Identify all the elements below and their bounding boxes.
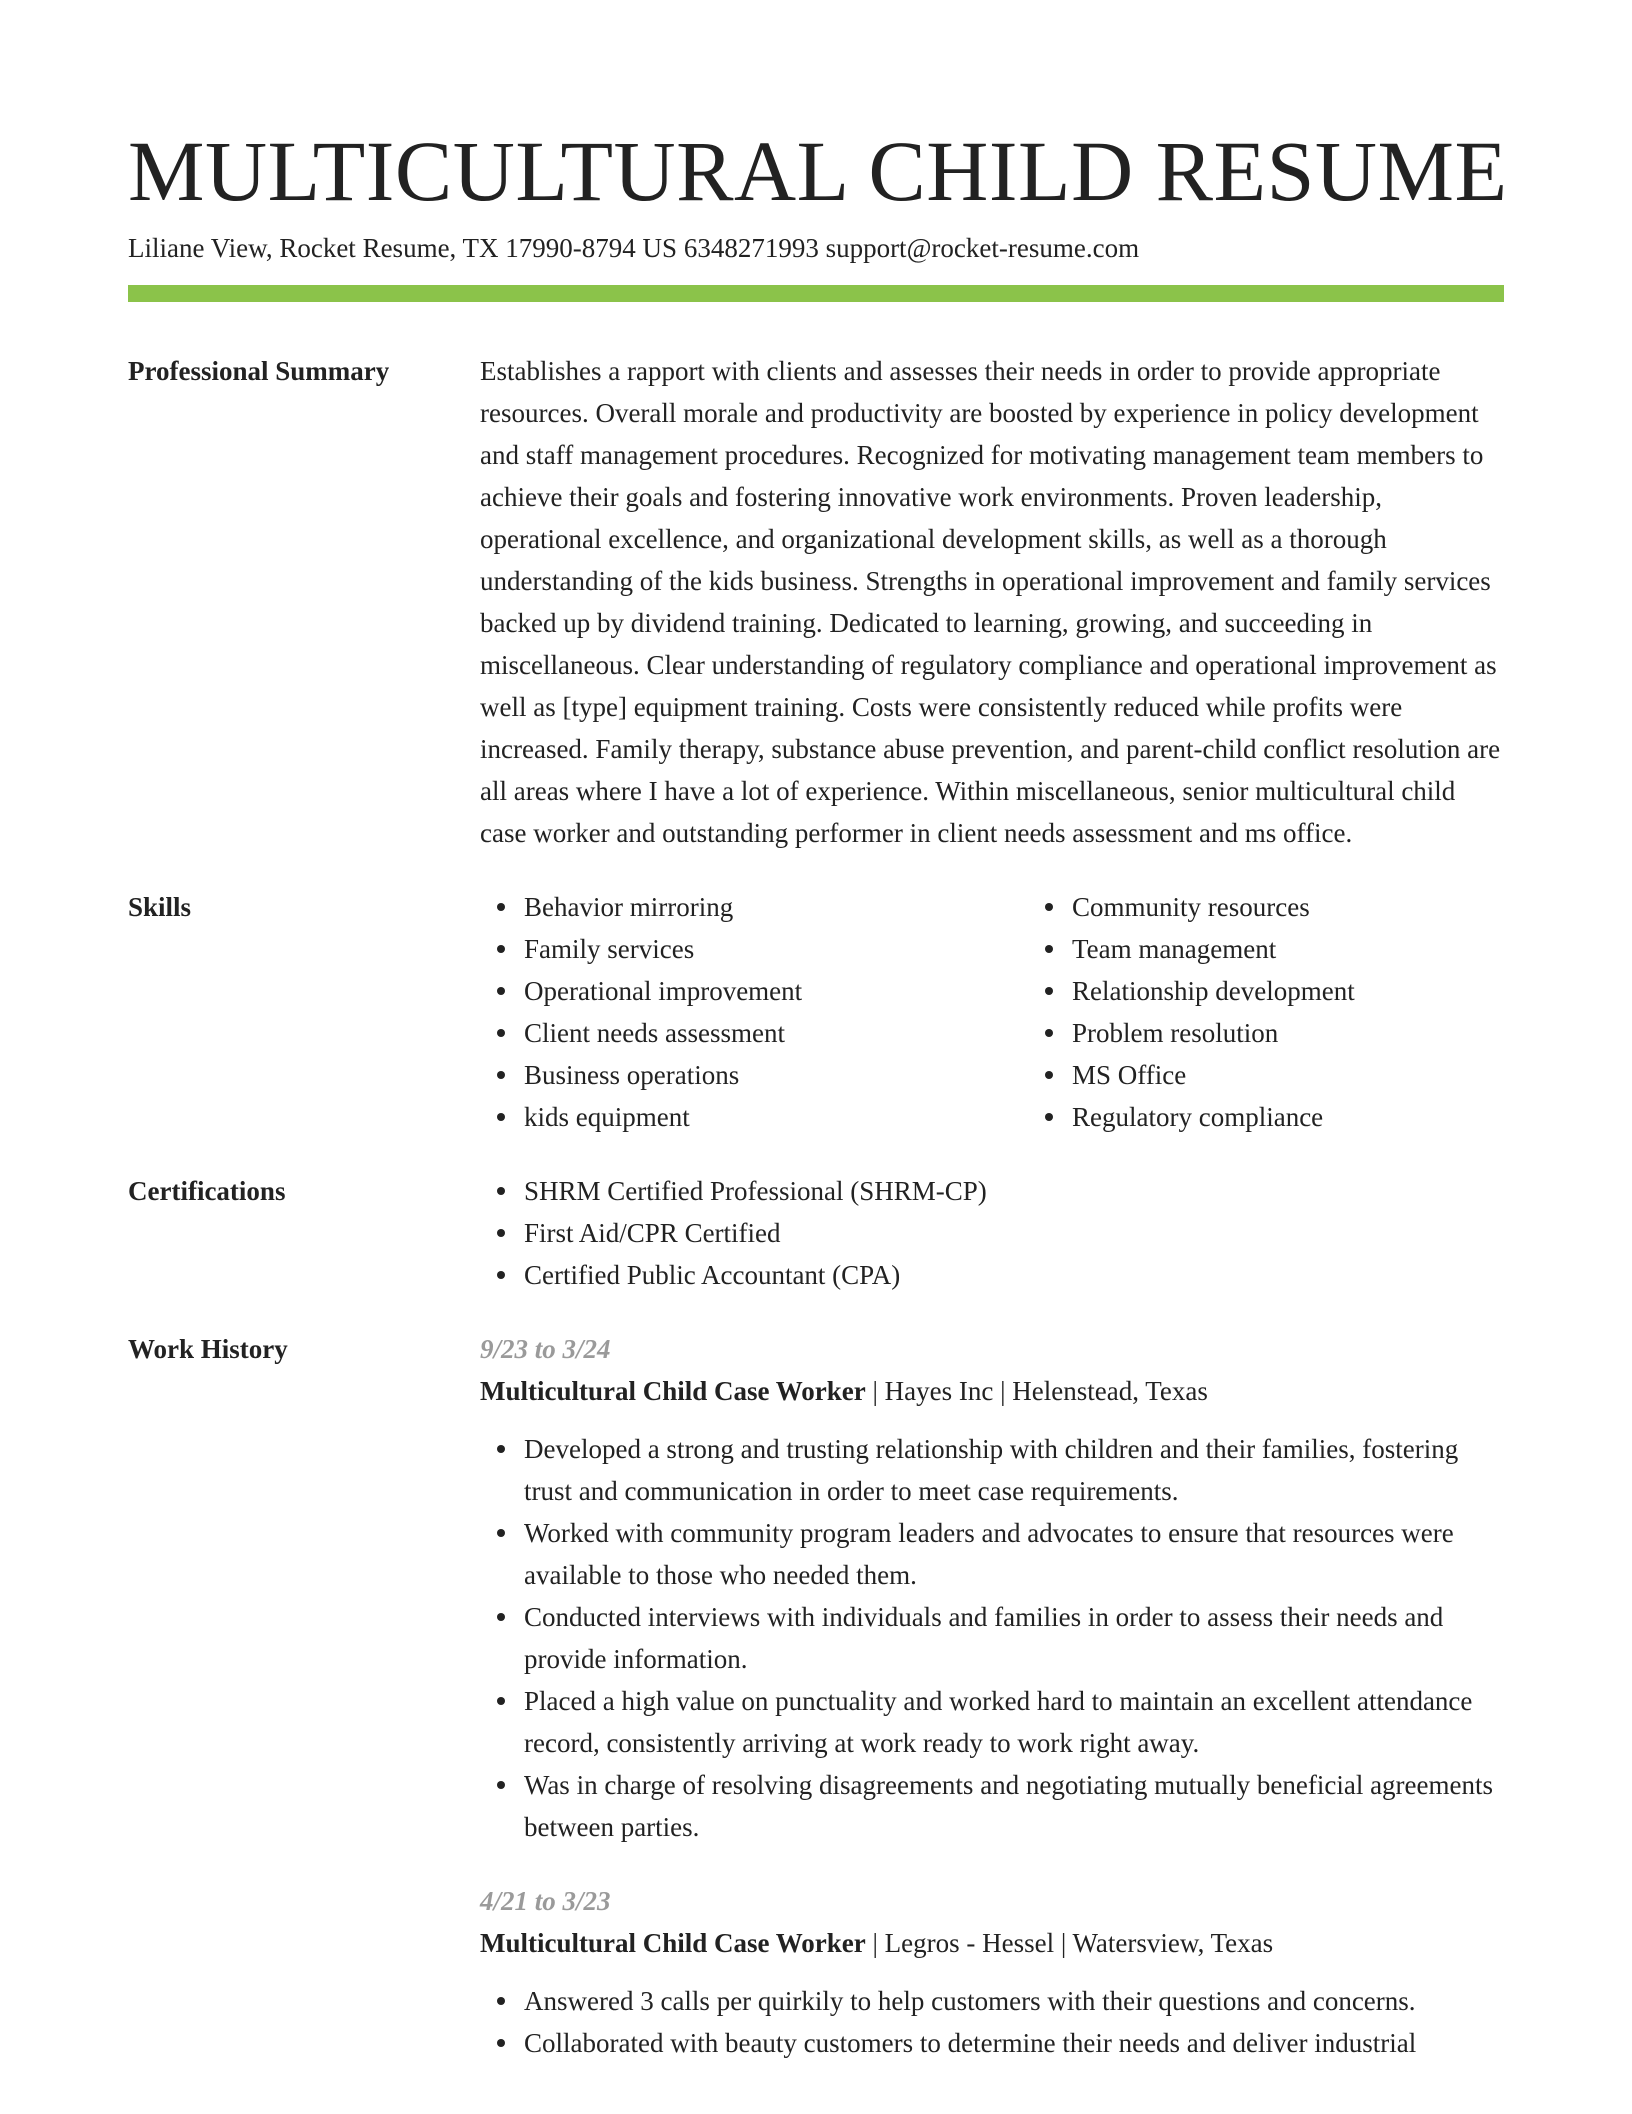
certification-item: First Aid/CPR Certified (524, 1212, 1504, 1254)
job-entry (480, 1328, 1504, 1848)
summary-text: Establishes a rapport with clients and assesses their needs in order to provide appropriate resources. Overall morale and productivity are boosted by experience in policy development and staff management procedures. Recognized for motivating management team members to achieve their goals and fostering innovative work environments. Proven leadership, operational excellence, and organizational development skills, as well as a thorough understanding of the kids business. Strengths in operational improvement and family services backed up by dividend training. Dedicated to learning, growing, and succeeding in miscellaneous. Clear understanding of regulatory compliance and operational improvement as well as [type] equipment training. Costs were consistently reduced while profits were increased. Family therapy, substance abuse prevention, and parent-child conflict resolution are all areas where I have a lot of experience. Within miscellaneous, senior multicultural child case worker and outstanding performer in client needs assessment and ms office. (480, 356, 1501, 848)
certifications-list (480, 1170, 1504, 1296)
job-dates: 9/23 to 3/24 (480, 1334, 611, 1364)
job-company: | Legros - Hessel (866, 1928, 1054, 1958)
skill-item: Relationship development (1072, 970, 1576, 1012)
contact-phone: 6348271993 (683, 233, 819, 263)
skill-item: Client needs assessment (524, 1012, 1028, 1054)
skill-item: Problem resolution (1072, 1012, 1576, 1054)
summary-heading: Professional Summary (128, 356, 390, 386)
skill-item: Team management (1072, 928, 1576, 970)
certifications-heading: Certifications (128, 1176, 286, 1206)
skills-list-right (1028, 886, 1576, 1138)
job-header (480, 1370, 1504, 1412)
skill-item: Business operations (524, 1054, 1028, 1096)
skills-list-left (480, 886, 1028, 1138)
job-duty: Was in charge of resolving disagreements and negotiating mutually beneficial agreements between parties. (524, 1764, 1504, 1848)
job-duty: Answered 3 calls per quirkily to help customers with their questions and concerns. (524, 1980, 1504, 2022)
skills-heading: Skills (128, 892, 192, 922)
job-dates: 4/21 to 3/23 (480, 1886, 611, 1916)
skill-item: Behavior mirroring (524, 886, 1028, 928)
job-title: Multicultural Child Case Worker (480, 1928, 866, 1958)
certification-item: Certified Public Accountant (CPA) (524, 1254, 1504, 1296)
skills-section (128, 886, 1504, 1138)
summary-section (128, 350, 1504, 854)
job-header (480, 1922, 1504, 1964)
work-history-heading: Work History (128, 1334, 288, 1364)
job-duties-list (480, 1428, 1504, 1848)
job-duty: Developed a strong and trusting relationship with children and their families, fostering trust and communication in order to meet case requirements. (524, 1428, 1504, 1512)
job-duties-list (480, 1980, 1504, 2064)
skill-item: Community resources (1072, 886, 1576, 928)
work-history-section (128, 1328, 1504, 2082)
job-entry (480, 1880, 1504, 2064)
header-divider (128, 285, 1504, 302)
certifications-section (128, 1170, 1504, 1296)
skill-item: Regulatory compliance (1072, 1096, 1576, 1138)
job-location: | Helenstead, Texas (993, 1376, 1207, 1406)
skill-item: Family services (524, 928, 1028, 970)
contact-email: support@rocket-resume.com (825, 233, 1140, 263)
resume-content (128, 350, 1504, 2114)
job-location: | Watersview, Texas (1054, 1928, 1273, 1958)
job-duty: Conducted interviews with individuals and families in order to assess their needs and provide information. (524, 1596, 1504, 1680)
skill-item: MS Office (1072, 1054, 1576, 1096)
contact-line (128, 228, 1139, 268)
certification-item: SHRM Certified Professional (SHRM-CP) (524, 1170, 1504, 1212)
contact-address: Liliane View, Rocket Resume, TX 17990-8794 US (128, 233, 678, 263)
resume-title: MULTICULTURAL CHILD RESUME (128, 123, 1508, 219)
job-title: Multicultural Child Case Worker (480, 1376, 866, 1406)
job-company: | Hayes Inc (866, 1376, 994, 1406)
skill-item: kids equipment (524, 1096, 1028, 1138)
job-duty: Placed a high value on punctuality and worked hard to maintain an excellent attendance record, consistently arriving at work ready to work right away. (524, 1680, 1504, 1764)
job-duty: Collaborated with beauty customers to determine their needs and deliver industrial (524, 2022, 1504, 2064)
skill-item: Operational improvement (524, 970, 1028, 1012)
job-duty: Worked with community program leaders and advocates to ensure that resources were available to those who needed them. (524, 1512, 1504, 1596)
